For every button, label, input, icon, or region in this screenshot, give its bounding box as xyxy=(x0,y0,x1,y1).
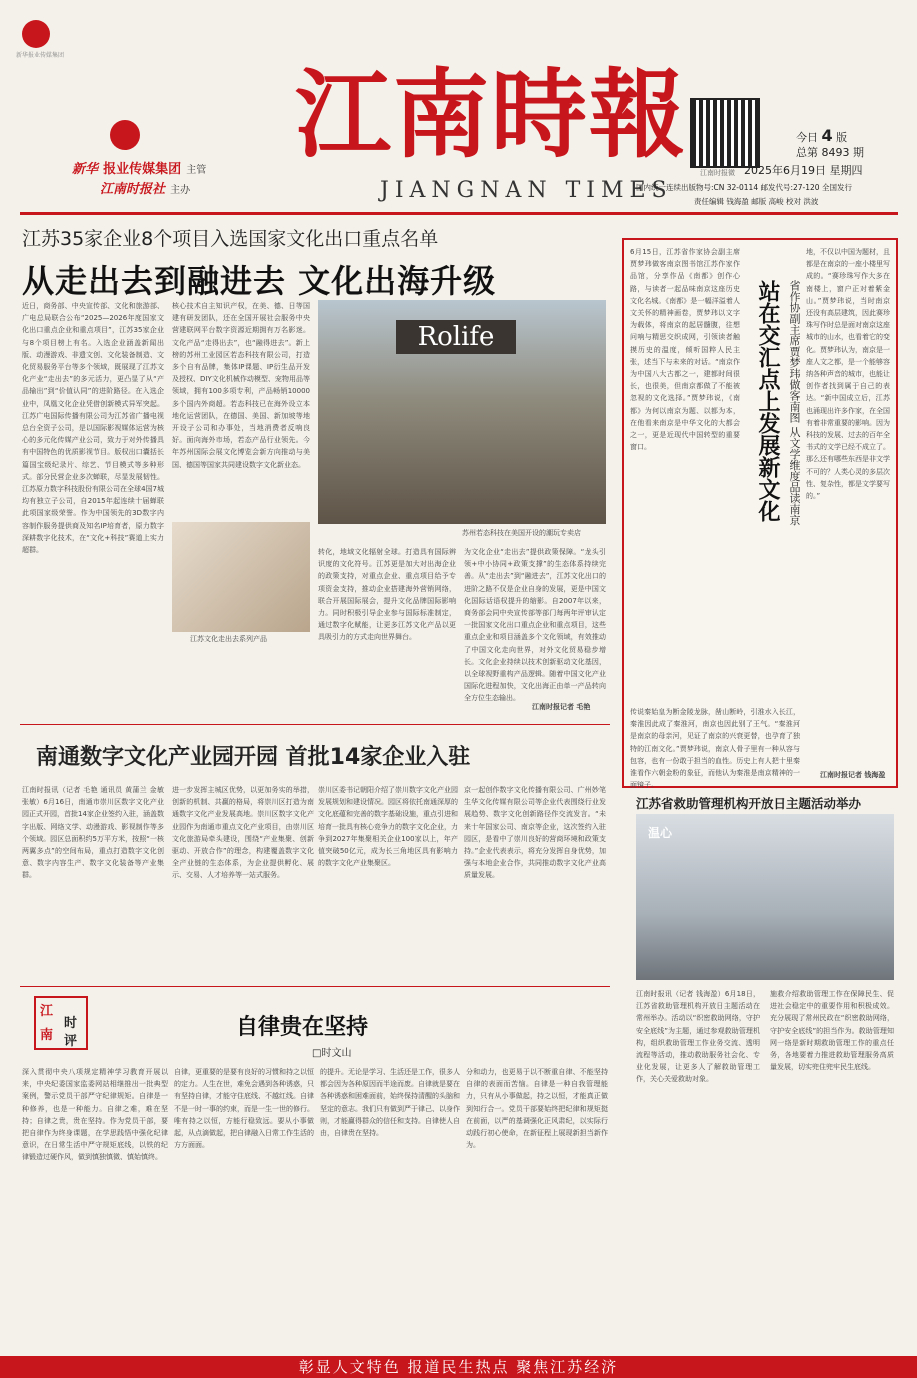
second-body-col3: 崇川区委书记朝阳介绍了崇川数字文化产业园发展规划和建设情况。园区将依托南通深厚的文化底蕴和完善的数字基础设施，重点引进和培育一批具有核心竞争力的数字文化企业，力争到2027年集聚相关企业100家以上，年产值突破50亿元，成为长三角地区具有影响力的数字文化产业集聚区。 xyxy=(318,786,458,868)
commentary-body-col1: 深入贯彻中央八项规定精神学习教育开展以来，中央纪委国家监委网站相继推出一批典型案例，警示党员干部严守纪律规矩。自律是一种修养，也是一种能力。自律之难，难在坚持；自律之贵，贵在坚持。作为党员干部，要把自律作为终身课题，在学思践悟中强化纪律意识，在日常生活中严守规矩底线，以铁的纪律锻造过硬作风，做到慎独慎微、慎始慎终。 xyxy=(22,1068,168,1162)
lead-body-col1: 近日，商务部、中央宣传部、文化和旅游部、广电总局联合公布“2025—2026年度国家文化出口重点企业和重点项目”，江苏35家企业与8个项目榜上有名。入选企业涵盖新闻出版、动漫游戏、非遗文创、文化装备制造、文化贸易服务平台等多个领域，既展现了江苏文化产业“走出去”的多元活力，更凸显了从“产品输出”到“价值认同”的进阶路径。在入选企业中，凤凰文化企业凭借创新模式异军突起。江苏广电国际传播有限公司为江苏省广播电视总台全资子公司，是以国际影视媒体运营为核心的多元化传媒产业公司，致力于对外传播具有中国特色的优质影视节目。版权出口囊括长篇国宝级纪录片、综艺、节目模式等多种形式。部分民营企业多次蝉联，尽显发展韧性。江苏原力数字科技股份有限公司在全球4国7城均有独立子公司，自2015年起连续十届蝉联此项国家级荣誉。作为中国领先的3D数字内容制作服务提供商及知名IP培育者，原力数字深耕数字化技术，在“文化+科技”赛道上实力超群。 xyxy=(22,302,164,555)
group-name: 报业传媒集团 xyxy=(103,162,182,177)
products-photo xyxy=(172,522,310,632)
cn-number: 国内统一连续出版物号:CN 32-0114 邮发代号:27-120 全国发行 xyxy=(636,183,852,192)
sponsor-line xyxy=(72,158,206,177)
commentary-label-box: 江 南 时 评 xyxy=(34,996,88,1050)
issue-date: 2025年6月19日 星期四 xyxy=(744,164,863,177)
second-body-col4: 京一起创作数字文化传播有限公司、广州妙笔生华文化传媒有限公司等企业代表围绕行业发展趋势、数字文化创新路径作交流发言。“未来十年国家公司、南京等企业，这次签约入驻园区，是看中了崇川良好的营商环境和政策支持。”企业代表表示，将充分发挥自身优势，加强与本地企业合作，共同推动数字文化产业高质量发展。 xyxy=(464,786,606,880)
store-photo-caption: 苏州若态科技在美国开设的潮玩专卖店 xyxy=(462,529,581,537)
host-line xyxy=(100,178,190,197)
issue-info: 总第 8493 期 xyxy=(796,146,864,159)
aid-photo xyxy=(636,814,894,980)
second-headline: 南通数字文化产业园开园 首批14家企业入驻 xyxy=(36,745,471,770)
sponsor-label: 主管 xyxy=(186,165,207,176)
qr-code-icon[interactable] xyxy=(690,98,760,168)
aid-photo-sign: 温心 xyxy=(648,826,673,840)
aid-body-col1: 江南时报讯（记者 钱海盈）6月18日，江苏省救助管理机构开放日主题活动在常州举办。活动以“织密救助网络，守护安全底线”为主题，通过参观救助管理机构，组织救助管理工作业务交流、透明流程等活动，推动救助服务社会化、专业化发展，让更多人了解救助管理工作，关心关爱救助对象。 xyxy=(636,990,760,1084)
column-body-col2: 传说秦始皇为断金陵龙脉，凿山断岭，引淮水入长江，秦淮因此成了秦淮河，南京也因此别了王气。“秦淮河是南京的母亲河，见证了南京的兴衰更替，也孕育了独特的江南文化。”贾梦玮说，南京人骨子里有一种从容与包容，也有一份敢于担当的血性。历史上有人把十里秦淮看作六朝金粉的象征，而他认为秦淮是南京精神的一面镜子。 xyxy=(630,708,800,790)
editors: 责任编辑 钱海盈 邮版 高峻 校对 洪波 xyxy=(694,197,819,206)
column-body-col4: 地，不仅以中国为题材，且都是在南京的一座小楼里写成的。“赛珍珠写作大多在南楼上，窗户正对着紫金山。”贾梦玮说，当时南京还没有高层建筑，因此赛珍珠写作时总是面对南京这座城市的山水，也看着它的变化。贾梦玮认为，南京是一座人文之都，是一个能够容纳各种声音的城市，也能让创作者找到属于自己的表达。“新中国成立后，江苏也涌现出许多作家，在全国有着非常重要的影响。因为科技的发展、过去的百年全书式的文学已经不成立了。那么还有哪些东西是非文学不可的？人类心灵的多层次性、复杂性，都是文学要写的。” xyxy=(806,248,890,501)
commentary-body-col2: 自律，更重要的是要有良好的习惯和持之以恒的定力。人生在世，难免会遇到各种诱惑，只有坚持自律，才能守住底线、不越红线。自律不是一时一事的约束，而是一生一世的修行。唯有持之以恒，方能行稳致远。要从小事做起，从点滴做起，把自律融入日常工作生活的方方面面。 xyxy=(174,1068,314,1150)
group-logo-text: 新华 xyxy=(72,162,99,177)
store-sign: Rolife xyxy=(396,320,516,354)
products-photo-caption: 江苏文化走出去系列产品 xyxy=(190,635,267,643)
lead-byline: 江南时报记者 毛艳 xyxy=(532,703,591,711)
commentary-body-col3: 的提升。无论是学习、生活还是工作，很多人都会因为各种原因而半途而废。自律就是要在各种诱惑和困难面前，始终保持清醒的头脑和坚定的意志。我们只有做到严于律己、以身作则，才能赢得群众的信任和支持。自律使人自由，自律贵在坚持。 xyxy=(320,1068,460,1138)
host-label: 主办 xyxy=(170,185,191,196)
logo-caption: 新华报业传媒集团 xyxy=(15,52,64,59)
issue-number: 8493 xyxy=(821,146,850,159)
column-headline: 站在交汇点上发展新文化 xyxy=(755,280,780,522)
second-body-col2: 进一步发挥主城区优势，以更加务实的举措，创新的机制、共赢的格局，将崇川区打造为南通数字文化产业发展高地。崇川区数字文化产业园作为南通市重点文化产业项目，由崇川区文化旅游局牵头建设，围绕“产业集聚、创新驱动、开放合作”的理念，构建覆盖数字文化全产业链的生态体系，为企业提供孵化、展示、交易、人才培养等一站式服务。 xyxy=(172,786,314,880)
lead-headline: 从走出去到融进去 文化出海升级 xyxy=(22,262,497,300)
group-logo-icon xyxy=(22,20,50,48)
aid-body-col2: 施救介绍救助管理工作在保障民生、促进社会稳定中的重要作用和积极成效。充分展现了常州民政在“织密救助网络，守护安全底线”的担当作为。救助管理知网一络是新时期救助管理工作的重点任务，各地要着力推进救助管理服务高质量发展，切实兜住兜牢民生底线。 xyxy=(770,990,894,1072)
commentary-body-col4: 分和动力，也更易于以不断重自律、不能坚持自律的表面而苦恼。自律是一种自我管理能力，只有从小事做起，持之以恒，才能真正做到知行合一。党员干部要始终把纪律和规矩挺在前面，以严的基调强化正风肃纪，以实际行动践行初心使命，在新征程上展现新担当新作为。 xyxy=(466,1068,608,1150)
press-group-logo-icon xyxy=(110,120,140,150)
commentary-headline: 自律贵在坚持 xyxy=(236,1014,369,1040)
aid-headline: 江苏省救助管理机构开放日主题活动举办 xyxy=(636,796,862,811)
lead-body-col2: 核心技术自主知识产权，在美、德、日等国建有研发团队，还在全国开展社会服务中央营建联网平台数字资源近期拥有万名影迷。文化产品“走得出去”，也“融得进去”。新上榜的苏州工业园区若态科技有限公司，打造多个自有品牌，集体IP课题、IP衍生品开发及授权、DIY文化机械作动模型、宠物用品等领域，拥有100多项专利，产品畅销10000多个国内外商超。若态科技已在海外设立本地化运营团队，在德国、美国、新加坡等地开设子公司和办事处，当地消费者反响良好。面向海外市场，若态产品行业领先。今年苏州国际会展文化博览会新方向推动与美国、德国等国家共同建设数字文化新业态。 xyxy=(172,302,310,469)
lead-body-col4: 转化，地域文化辐射全球。打造具有国际辨识度的文化符号。江苏更是加大对出海企业的政策支持，对重点企业、重点项目给予专项资金支持，推动企业搭建海外营销网络，联合开展国际展会，提升文化品牌国际影响力。同时积极引导企业参与国际标准制定，通过数字化赋能，让更多江苏文化产品以更具吸引力的方式走向世界舞台。 xyxy=(318,548,456,642)
footer-slogan-banner: 彰显人文特色 报道民生热点 聚焦江苏经济 xyxy=(0,1356,917,1378)
commentary-byline: □时文山 xyxy=(312,1048,352,1059)
second-body-col1: 江南时报讯（记者 毛艳 通讯员 黄蒲兰 金敏 张敏）6月16日，南通市崇川区数字文化产业园正式开园，首批14家企业签约入驻，涵盖数字出版、网络文学、动漫游戏、影视制作等多个领域。园区总面积约5万平方米，按照“一核两翼多点”的空间布局，重点打造数字文化创意、数字内容生产、数字文化装备等产业集群。 xyxy=(22,786,164,880)
commentary-divider xyxy=(20,986,610,987)
masthead-title: 江南時報 xyxy=(295,58,687,171)
column-body-col1: 6月15日，江苏省作家协会副主席贾梦玮做客南京图书馆江苏作家作品馆，分享作品《南都》创作心路，与读者一起品味南京这座历史文化名城。《南都》是一幅洋溢着人文关怀的精神画卷，贾梦玮以文字为载体，将南京的起居髓腹，往想问响与精思交织成网，引领读者触摸历史的温度，倾听国粹人民主张，述当下与未来的对话。“南京作为中国八大古都之一，建都时间很长，也很美，但南京都做了不能被忽视的文化选择。”贾梦玮说，《南都》为何以南京为题、以都为本，在他看来南京是中华文化的大都会之一，更是近现代中国转型的重要窗口。 xyxy=(630,248,740,452)
page-info: 今日 4 版 xyxy=(796,126,848,145)
masthead-divider xyxy=(20,212,898,215)
lead-kicker: 江苏35家企业8个项目入选国家文化出口重点名单 xyxy=(22,228,439,250)
masthead-title-en: JIANGNAN TIMES xyxy=(380,178,673,203)
second-divider xyxy=(20,724,610,725)
page-number: 4 xyxy=(821,126,833,145)
column-subtitle: 省作协副主席贾梦玮做客南图 从文学维度品读南京 xyxy=(788,280,801,526)
column-byline: 江南时报记者 钱海盈 xyxy=(820,771,886,779)
qr-caption: 江南时报微 xyxy=(700,169,735,177)
host-name: 江南时报社 xyxy=(100,182,166,197)
lead-body-col3: 为文化企业“走出去”提供政策保障。“龙头引领+中小协同+政策支撑”的生态体系持续完善。从“走出去”到“融进去”，江苏文化出口的进阶之路不仅是企业自身的发展，更是中国文化国际话语权提升的缩影。自2007年以来，商务部会同中央宣传部等部门每两年评审认定一批国家文化出口重点企业和重点项目，这些重点企业和项目涵盖多个文化领域，有效推动了中国文化走向世界，对外文化贸易稳步增长。文化企业持续以技术创新驱动文化基因，以全球视野重构产品逻辑。随着中国文化产业国际化进程加快，文化出海正由单一产品转向全方位生态输出。 xyxy=(464,548,606,703)
store-photo xyxy=(318,300,606,524)
